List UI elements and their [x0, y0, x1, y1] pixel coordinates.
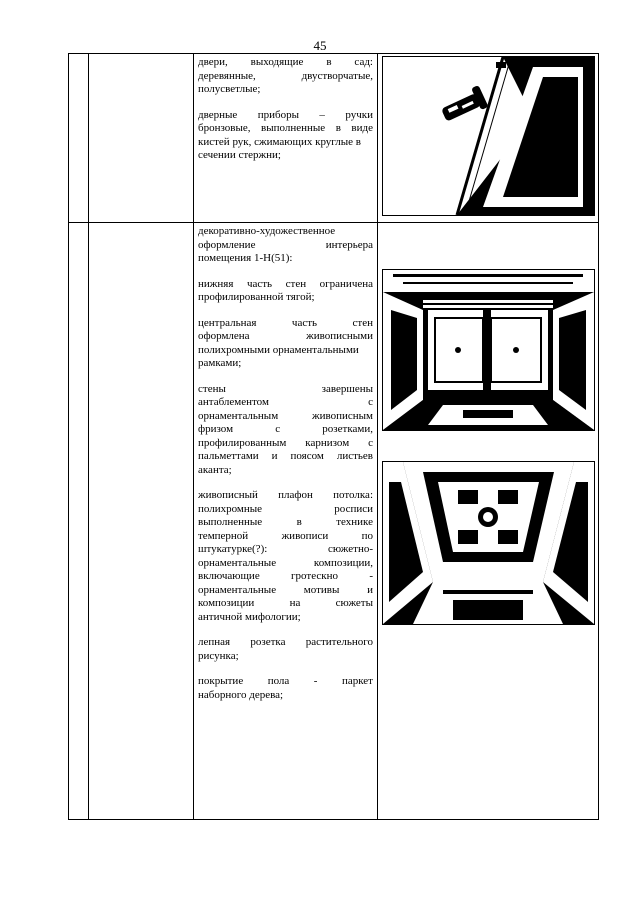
description-paragraph [198, 278, 373, 305]
text-line: пальметтами и поясом листьев [198, 450, 373, 462]
text-line: темперной живописи по [198, 529, 373, 542]
text-line: полихромными орнаментальными рамками; [198, 343, 359, 369]
cell-photo [378, 223, 599, 820]
description-paragraph [198, 317, 373, 371]
text-line: кистей рук, сжимающих круглые в сечении стержни; [198, 135, 361, 161]
text-line: штукатурке(?): сюжетно- [198, 543, 373, 555]
cell-number [69, 54, 89, 223]
page-number: 45 [313, 38, 327, 53]
text-line: профилированной тягой; [198, 291, 315, 303]
description-paragraph [198, 636, 373, 663]
text-line: нижняя часть стен ограничена [198, 277, 373, 290]
table-row [69, 54, 599, 223]
description-paragraph [198, 56, 373, 97]
description-paragraph [198, 109, 373, 163]
text-line: полихромные росписи [198, 502, 373, 515]
text-line: орнаментальным живописным [198, 409, 373, 422]
text-line: двери, выходящие в сад: [198, 56, 373, 68]
table-row [69, 223, 599, 820]
text-line: живописный плафон потолка: [198, 489, 373, 501]
text-line: оформлена живописными [198, 330, 373, 342]
text-line: бронзовые, выполненные в виде [198, 122, 373, 134]
description-paragraph [198, 383, 373, 478]
description-paragraph [198, 675, 373, 702]
text-line: полусветлые; [198, 83, 261, 95]
text-line: покрытие пола - паркет [198, 675, 373, 687]
text-line: античной мифологии; [198, 610, 301, 623]
text-line: дверные приборы – ручки [198, 108, 373, 121]
text-line: деревянные, двустворчатые, [198, 69, 373, 82]
cell-number [69, 223, 89, 820]
text-line: орнаментальные мотивы и [198, 583, 373, 596]
text-line: выполненные в технике [198, 516, 373, 528]
description-paragraph [198, 225, 373, 266]
cell-description [194, 54, 378, 223]
text-line: фризом с розетками, [198, 423, 373, 435]
cell-photo [378, 54, 599, 223]
text-line: лепная розетка растительного [198, 636, 373, 648]
text-line: центральная часть стен [198, 316, 373, 329]
text-line: профилированным карнизом с [198, 436, 373, 449]
text-line: антаблементом с [198, 396, 373, 408]
photo-interior-walls [382, 269, 595, 431]
text-line: помещения 1-Н(51): [198, 252, 293, 264]
photo-painted-ceiling [382, 461, 595, 625]
text-line: аканта; [198, 463, 232, 476]
text-line: оформление интерьера [198, 238, 373, 251]
text-line: декоративно-художественное [198, 225, 336, 237]
text-line: орнаментальные композиции, [198, 556, 373, 569]
cell-name [89, 54, 194, 223]
text-line: включающие гротескно - [198, 570, 373, 582]
photo-door-handle [382, 56, 595, 216]
description-table [68, 53, 599, 820]
description-paragraph [198, 489, 373, 624]
text-line: рисунка; [198, 649, 239, 662]
cell-name [89, 223, 194, 820]
text-line: стены завершены [198, 382, 373, 395]
cell-description [194, 223, 378, 820]
text-line: композиции на сюжеты [198, 597, 373, 609]
text-line: наборного дерева; [198, 688, 284, 701]
